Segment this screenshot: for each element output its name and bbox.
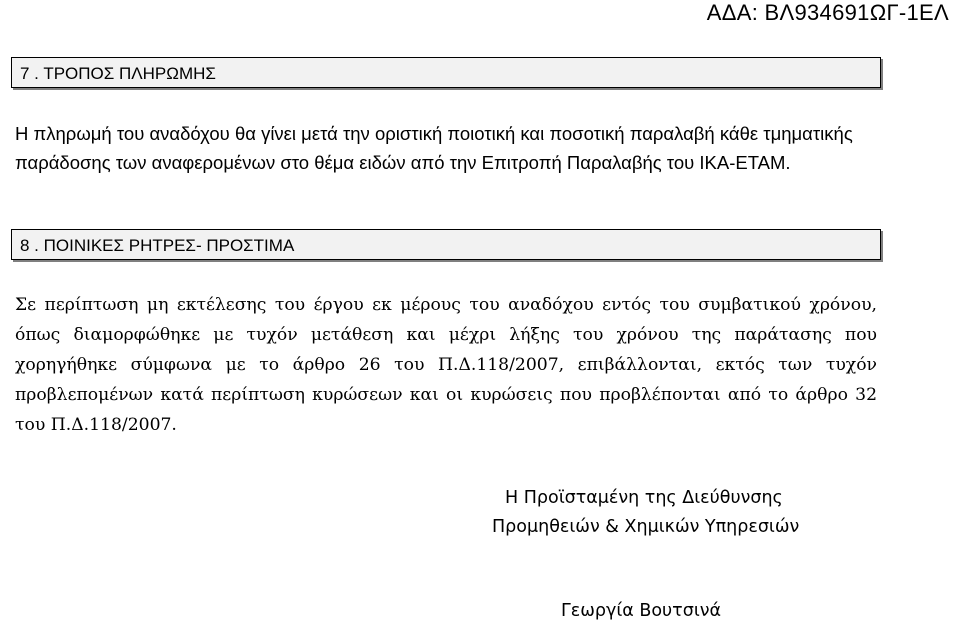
paragraph-penalties: Σε περίπτωση μη εκτέλεσης του έργου εκ μέρους του αναδόχου εντός του συμβατικού χρόνου, όπως διαμορφώθηκε με τυχόν μετάθεση και μέχρι λήξης του χρόνου της παράτασης που χορηγήθηκε σύμφωνα με το άρθρο 26 του Π.Δ.118/2007, επιβάλλονται, εκτός των τυχόν προβλεπομένων κατά περίπτωση κυρώσεων και οι κυρώσεις που προβλέπονται από το άρθρο 32 του Π.Δ.118/2007. [15,295,877,435]
section-heading-penalties: 8 . ΠΟΙΝΙΚΕΣ ΡΗΤΡΕΣ- ΠΡΟΣΤΙΜΑ [11,229,881,260]
signatory-name: Γεωργία Βουτσινά [561,601,722,621]
ada-code: ΑΔΑ: ΒΛ934691ΩΓ-1ΕΛ [706,0,949,25]
signatory-title-line2: Προμηθειών & Χημικών Υπηρεσιών [492,517,800,537]
section-heading-payment: 7 . ΤΡΟΠΟΣ ΠΛΗΡΩΜΗΣ [11,57,881,88]
paragraph-payment: Η πληρωμή του αναδόχου θα γίνει μετά την οριστική ποιοτική και ποσοτική παραλαβή κάθε τμηματικής παράδοσης των αναφερομένων στο θέμα ειδών από την Επιτροπή Παραλαβής του ΙΚΑ-ΕΤΑΜ. [15,123,853,173]
signatory-title-line1: Η Προϊσταμένη της Διεύθυνσης [505,488,783,508]
